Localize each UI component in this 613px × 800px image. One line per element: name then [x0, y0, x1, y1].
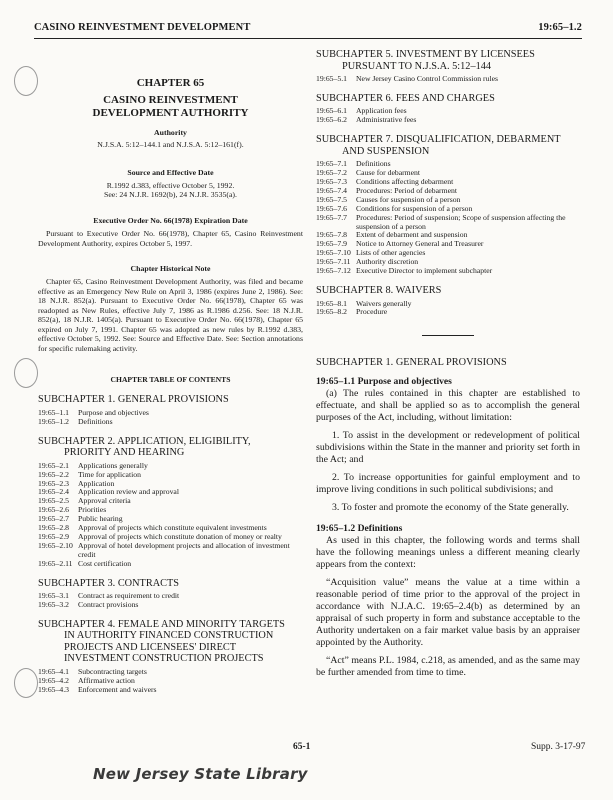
rule-1-1-item-2: 2. To increase opportunities for gainful employment and to improve living conditions in such political subdivisions; and — [316, 471, 580, 495]
rule-1-1-item-1: 1. To assist in the development or redevelopment of political subdivisions within the State in the manner and priority set forth in the Act; and — [316, 429, 580, 465]
toc-entry-number: 19:65–2.2 — [38, 469, 69, 479]
toc-right — [316, 49, 580, 317]
definition-act: “Act” means P.L. 1984, c.218, as amended, and as the same may be further amended from time to time. — [316, 654, 580, 678]
authority-text: N.J.S.A. 5:12–144.1 and N.J.S.A. 5:12–161(f). — [97, 140, 244, 150]
toc-entry-number: 19:65–2.3 — [38, 478, 69, 488]
toc-entry-title: Enforcement and waivers — [78, 684, 157, 694]
toc-entry-title: Procedures: Period of suspension; Scope of suspension affecting the suspension of a person — [356, 212, 566, 231]
toc-entry-number: 19:65–8.1 — [316, 298, 347, 308]
toc-entry-number: 19:65–2.1 — [38, 460, 69, 470]
left-column — [38, 48, 303, 695]
toc-entry — [316, 116, 580, 125]
toc-entry-title: Administrative fees — [356, 115, 417, 125]
toc-entry-number: 19:65–2.9 — [38, 532, 69, 541]
toc-entry-title: Conditions affecting debarment — [356, 177, 454, 187]
toc-entry-title: Conditions for suspension of a person — [356, 203, 473, 213]
definition-acquisition-value: “Acquisition value” means the value at a time within a reasonable period of time prior to the approval of the project in accordance with N.J.A.C. 19:65–2.4(b) as determined by an appraisal of such property in form and substance acceptable to the Authority undertaken on a fair market value basis by an appraiser appointed by the Authority. — [316, 576, 580, 648]
toc-subchapter-title-cont: PRIORITY AND HEARING — [64, 447, 185, 459]
toc-entry-number: 19:65–4.2 — [38, 675, 69, 685]
toc-subchapter-title: SUBCHAPTER 2. APPLICATION, ELIGIBILITY, — [38, 435, 251, 447]
toc-left — [38, 394, 303, 694]
rule-1-1-heading: 19:65–1.1 Purpose and objectives — [316, 375, 452, 387]
toc-entry-number: 19:65–7.9 — [316, 239, 347, 249]
chapter-title: CASINO REINVESTMENT DEVELOPMENT AUTHORITY — [92, 94, 249, 120]
toc-subchapter-title: SUBCHAPTER 6. FEES AND CHARGES — [316, 92, 495, 104]
toc-subchapter-title: SUBCHAPTER 3. CONTRACTS — [38, 577, 180, 589]
exec-order-heading: Executive Order No. 66(1978) Expiration Date — [93, 215, 248, 225]
toc-entry-number: 19:65–4.3 — [38, 684, 69, 694]
authority-heading: Authority — [154, 128, 187, 138]
toc-entry-title: Priorities — [78, 505, 107, 515]
toc-entry-title: Causes for suspension of a person — [356, 194, 461, 204]
toc-entry-title: Procedure — [356, 307, 388, 317]
toc-subchapter-heading — [38, 436, 303, 459]
toc-entry-number: 19:65–2.11 — [38, 558, 73, 568]
toc-entry-number: 19:65–7.7 — [316, 212, 347, 222]
toc-entry-title: Approval of hotel development projects and allocation of investment credit — [78, 540, 290, 559]
toc-entry — [316, 75, 580, 84]
toc-entry-title: Public hearing — [78, 514, 123, 524]
toc-entry — [38, 601, 303, 610]
toc-entry-title: Subcontracting targets — [78, 666, 147, 676]
rule-1-1-item-3: 3. To foster and promote the economy of the State generally. — [332, 501, 569, 513]
toc-entry-title: Contract as requirement to credit — [78, 591, 180, 601]
toc-subchapter-title: SUBCHAPTER 7. DISQUALIFICATION, DEBARMENT — [316, 134, 561, 146]
body-subchapter-heading: SUBCHAPTER 1. GENERAL PROVISIONS — [316, 357, 507, 369]
toc-entry-number: 19:65–3.1 — [38, 591, 69, 601]
toc-entry-number: 19:65–6.2 — [316, 115, 347, 125]
toc-entry-number: 19:65–7.11 — [316, 257, 351, 267]
toc-entry — [316, 214, 580, 232]
history-text: Chapter 65, Casino Reinvestment Development Authority, was filed and became effective as an Emergency New Rule on April 3, 1986 (expires June 2, 1986). See: 18 N.J.R. 852(a). Pursuant to Executive Order No. 66(1978), Chapter 65 was readopted as New Rules, effective July 7, 1986 as R.1986 d.256. See: 18 N.J.R. 852(a), 18 N.J.R. 1405(a). Pursuant to Executive Order No. 66(1978), Chapter 65 expired on July 7, 1991. Chapter 65 was adopted as new rules by R.1992 d.383, effective October 5, 1992. See: Source and Effective Date. See: Section annotations for specific rulemaking activity. — [38, 277, 303, 353]
rule-1-1-para-a: (a) The rules contained in this chapter are established to effectuate, and shall be applied so as to accomplish the general purposes of the Act, including, without limitation: — [316, 387, 580, 423]
page-number: 65-1 — [293, 742, 311, 752]
toc-entry-title: Approval of projects which constitute donation of money or realty — [78, 532, 282, 541]
toc-subchapter-title-cont: AND SUSPENSION — [342, 145, 430, 157]
toc-entry — [38, 542, 303, 560]
toc-subchapter-title: SUBCHAPTER 5. INVESTMENT BY LICENSEES — [316, 49, 535, 60]
toc-entry-number: 19:65–7.4 — [316, 185, 347, 195]
toc-subchapter-title-cont: IN AUTHORITY FINANCED CONSTRUCTION PROJECTS AND LICENSEES' DIRECT INVESTMENT CONSTRUCTION PROJECTS — [64, 630, 274, 665]
toc-subchapter-heading — [38, 394, 303, 406]
source-text-2: See: 24 N.J.R. 1692(b), 24 N.J.R. 3535(a). — [104, 190, 237, 200]
toc-entry — [38, 686, 303, 695]
section-divider — [422, 335, 474, 336]
toc-entry-title: Time for application — [78, 469, 141, 479]
toc-entry-title: Executive Director to implement subchapter — [356, 266, 493, 276]
toc-entry-title: Lists of other agencies — [356, 248, 426, 258]
toc-entry-number: 19:65–3.2 — [38, 600, 69, 610]
toc-subchapter-heading — [316, 93, 580, 105]
toc-entry-number: 19:65–1.2 — [38, 416, 69, 426]
toc-subchapter-title: SUBCHAPTER 1. GENERAL PROVISIONS — [38, 394, 229, 406]
toc-entry-number: 19:65–7.12 — [316, 266, 351, 276]
source-heading: Source and Effective Date — [127, 167, 214, 177]
toc-entry-number: 19:65–2.8 — [38, 523, 69, 533]
right-column — [316, 48, 580, 679]
rule-1-2-heading: 19:65–1.2 Definitions — [316, 522, 403, 534]
toc-entry-title: Procedures: Period of debarment — [356, 185, 457, 195]
toc-entry-number: 19:65–7.6 — [316, 203, 347, 213]
toc-entry-number: 19:65–7.10 — [316, 248, 351, 258]
toc-entry-number: 19:65–7.8 — [316, 230, 347, 240]
history-heading: Chapter Historical Note — [130, 264, 211, 274]
running-header — [34, 22, 582, 33]
toc-subchapter-title: SUBCHAPTER 4. FEMALE AND MINORITY TARGETS — [38, 618, 285, 630]
header-title: CASINO REINVESTMENT DEVELOPMENT — [34, 22, 251, 33]
supplement-date: Supp. 3-17-97 — [531, 742, 586, 752]
source-text-1: R.1992 d.383, effective October 5, 1992. — [106, 181, 235, 191]
toc-entry — [316, 308, 580, 317]
toc-entry-title: Authority discretion — [356, 257, 419, 267]
chapter-number: CHAPTER 65 — [136, 77, 205, 89]
punch-hole-middle — [14, 358, 38, 388]
toc-entry-title: Application review and approval — [78, 487, 179, 497]
toc-entry-title: Approval of projects which constitute equivalent investments — [78, 523, 267, 533]
toc-subchapter-heading — [316, 134, 580, 157]
toc-entry-number: 19:65–8.2 — [316, 307, 347, 317]
header-section-number: 19:65–1.2 — [538, 22, 582, 33]
toc-subchapter-title: SUBCHAPTER 8. WAIVERS — [316, 285, 442, 296]
toc-entry-number: 19:65–2.5 — [38, 496, 69, 506]
toc-entry-title: Purpose and objectives — [78, 407, 149, 417]
toc-subchapter-heading — [316, 285, 580, 297]
toc-subchapter-heading — [38, 578, 303, 590]
header-rule — [34, 38, 582, 39]
toc-entry-title: Applications generally — [78, 460, 148, 470]
toc-entry-number: 19:65–5.1 — [316, 74, 347, 83]
toc-entry-number: 19:65–2.7 — [38, 514, 69, 524]
toc-entry-title: Approval criteria — [78, 496, 131, 506]
library-stamp: New Jersey State Library — [93, 765, 308, 783]
toc-entry — [38, 560, 303, 569]
toc-entry-number: 19:65–2.4 — [38, 487, 69, 497]
toc-entry-number: 19:65–1.1 — [38, 407, 69, 417]
toc-entry-title: Application — [78, 478, 115, 488]
toc-entry-title: Notice to Attorney General and Treasurer — [356, 239, 484, 249]
punch-hole-top — [14, 66, 38, 96]
toc-entry-number: 19:65–4.1 — [38, 666, 69, 676]
toc-subchapter-title-cont: PURSUANT TO N.J.S.A. 5:12–144 — [342, 60, 492, 72]
toc-entry-title: Cause for debarment — [356, 168, 421, 178]
toc-entry-title: Definitions — [356, 159, 391, 169]
toc-entry-title: Waivers generally — [356, 298, 412, 308]
toc-entry-title: Affirmative action — [78, 675, 135, 685]
toc-entry-title: Extent of debarment and suspension — [356, 230, 468, 240]
toc-entry-title: Contract provisions — [78, 600, 139, 610]
toc-entry-title: New Jersey Casino Control Commission rules — [356, 74, 498, 83]
toc-entry-number: 19:65–7.3 — [316, 177, 347, 187]
toc-subchapter-heading — [316, 49, 580, 72]
toc-entry-number: 19:65–2.10 — [38, 540, 73, 550]
toc-entry-number: 19:65–2.6 — [38, 505, 69, 515]
toc-entry-title: Definitions — [78, 416, 113, 426]
toc-entry — [316, 267, 580, 276]
punch-hole-bottom — [14, 668, 38, 698]
toc-entry-title: Cost certification — [78, 558, 132, 568]
toc-entry-number: 19:65–6.1 — [316, 106, 347, 116]
toc-subchapter-heading — [38, 619, 303, 665]
toc-heading: CHAPTER TABLE OF CONTENTS — [110, 375, 231, 385]
toc-entry-number: 19:65–7.2 — [316, 168, 347, 178]
toc-entry-number: 19:65–7.1 — [316, 159, 347, 169]
toc-entry-title: Application fees — [356, 106, 407, 116]
toc-entry-number: 19:65–7.5 — [316, 194, 347, 204]
exec-order-text: Pursuant to Executive Order No. 66(1978), Chapter 65, Casino Reinvestment Development Authority, expires October 5, 1997. — [38, 229, 303, 248]
rule-1-2-intro: As used in this chapter, the following words and terms shall have the following meanings unless a different meaning clearly appears from the context: — [316, 534, 580, 570]
toc-entry — [38, 418, 303, 427]
